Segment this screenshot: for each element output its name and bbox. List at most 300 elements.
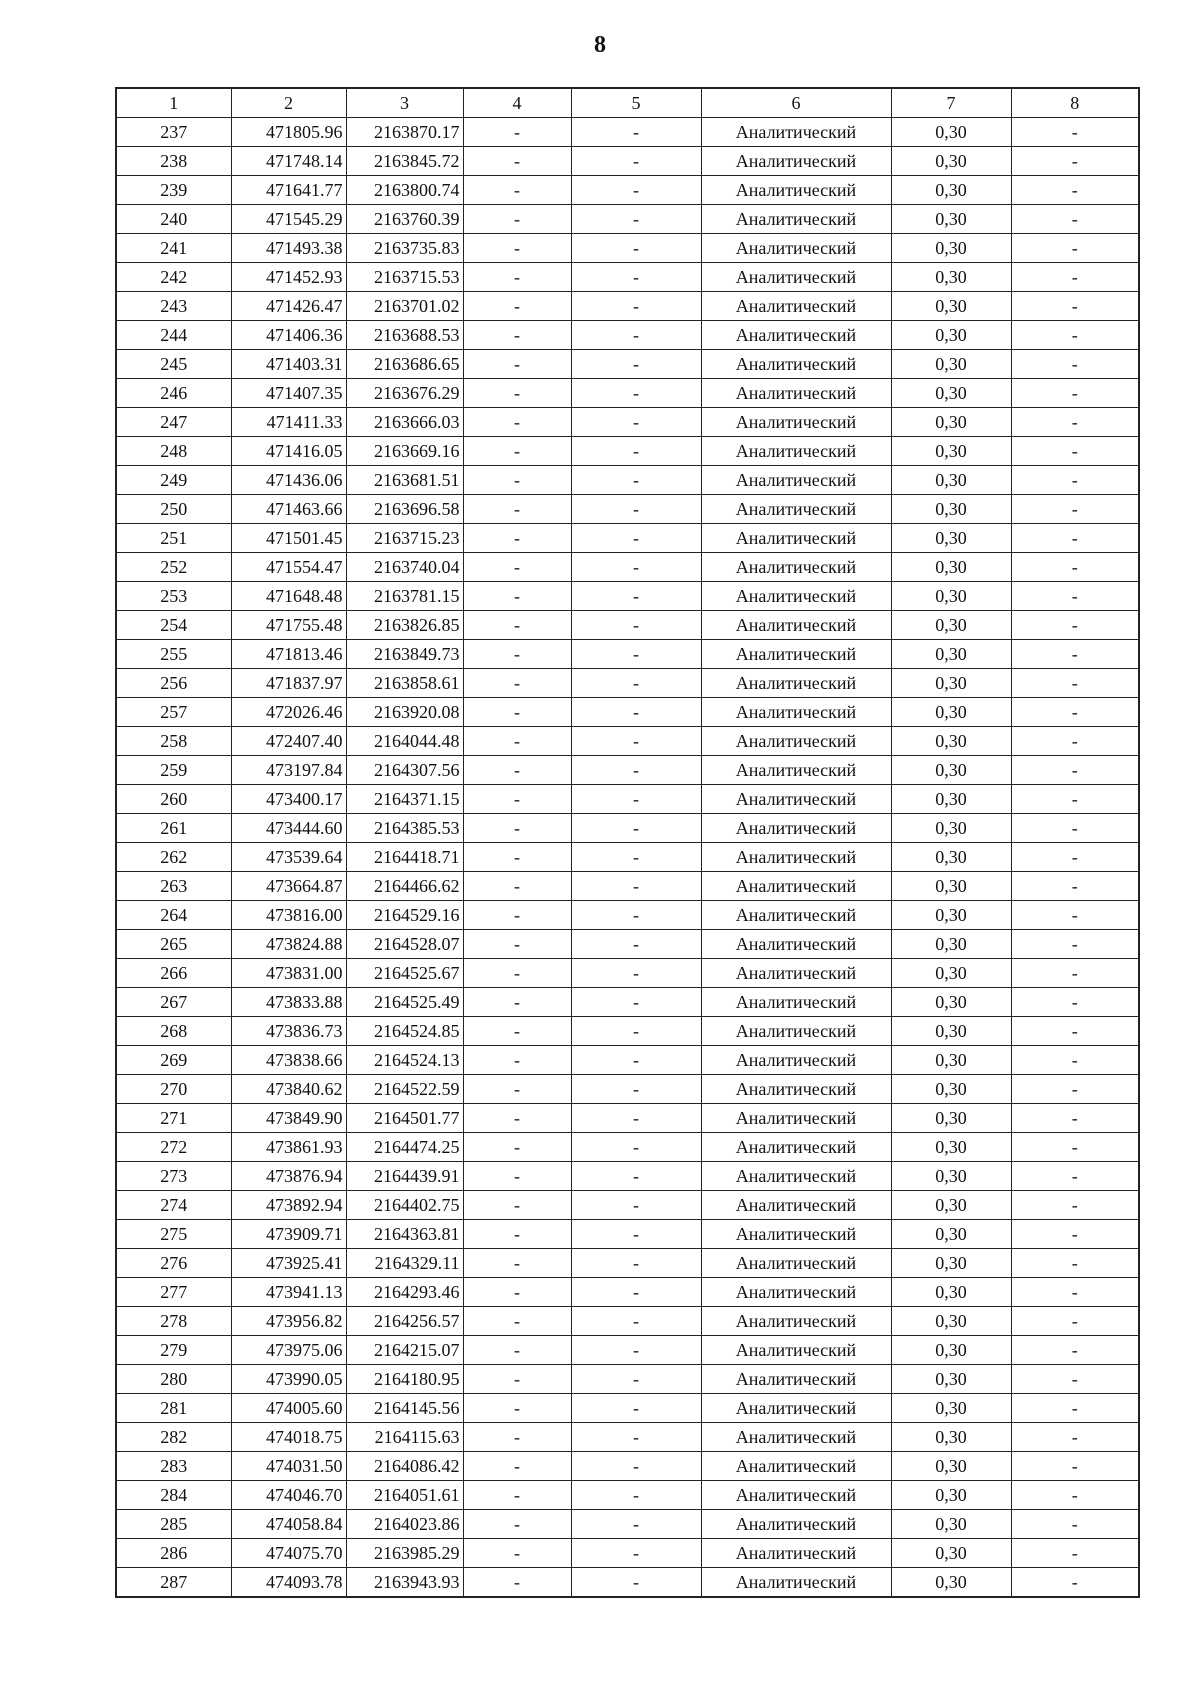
col-8-cell: - bbox=[1011, 814, 1139, 843]
table-row bbox=[116, 1046, 1139, 1075]
col-4-cell: - bbox=[463, 901, 571, 930]
accuracy-cell: 0,30 bbox=[891, 408, 1011, 437]
col-4-cell: - bbox=[463, 785, 571, 814]
col-8-header: 8 bbox=[1011, 88, 1139, 118]
method-cell: Аналитический bbox=[701, 437, 891, 466]
accuracy-cell: 0,30 bbox=[891, 176, 1011, 205]
col-8-cell: - bbox=[1011, 379, 1139, 408]
x-coordinate-cell: 471406.36 bbox=[231, 321, 346, 350]
col-8-cell: - bbox=[1011, 350, 1139, 379]
point-number-cell: 256 bbox=[116, 669, 231, 698]
x-coordinate-cell: 473861.93 bbox=[231, 1133, 346, 1162]
col-5-cell: - bbox=[571, 959, 701, 988]
accuracy-cell: 0,30 bbox=[891, 147, 1011, 176]
table-row bbox=[116, 1104, 1139, 1133]
table-row bbox=[116, 930, 1139, 959]
col-8-cell: - bbox=[1011, 988, 1139, 1017]
col-5-cell: - bbox=[571, 814, 701, 843]
table-row bbox=[116, 1423, 1139, 1452]
col-4-cell: - bbox=[463, 872, 571, 901]
table-row bbox=[116, 408, 1139, 437]
col-4-cell: - bbox=[463, 524, 571, 553]
accuracy-cell: 0,30 bbox=[891, 205, 1011, 234]
col-7-header: 7 bbox=[891, 88, 1011, 118]
point-number-cell: 274 bbox=[116, 1191, 231, 1220]
col-8-cell: - bbox=[1011, 1365, 1139, 1394]
y-coordinate-cell: 2163735.83 bbox=[346, 234, 463, 263]
accuracy-cell: 0,30 bbox=[891, 1539, 1011, 1568]
x-coordinate-cell: 471452.93 bbox=[231, 263, 346, 292]
table-row bbox=[116, 872, 1139, 901]
accuracy-cell: 0,30 bbox=[891, 698, 1011, 727]
table-row bbox=[116, 756, 1139, 785]
x-coordinate-cell: 473941.13 bbox=[231, 1278, 346, 1307]
table-row bbox=[116, 118, 1139, 147]
col-5-cell: - bbox=[571, 234, 701, 263]
y-coordinate-cell: 2164402.75 bbox=[346, 1191, 463, 1220]
table-row bbox=[116, 350, 1139, 379]
col-8-cell: - bbox=[1011, 1568, 1139, 1598]
method-cell: Аналитический bbox=[701, 147, 891, 176]
col-8-cell: - bbox=[1011, 1452, 1139, 1481]
col-4-cell: - bbox=[463, 495, 571, 524]
col-8-cell: - bbox=[1011, 1104, 1139, 1133]
table-row bbox=[116, 1568, 1139, 1598]
col-5-cell: - bbox=[571, 1481, 701, 1510]
col-8-cell: - bbox=[1011, 1191, 1139, 1220]
accuracy-cell: 0,30 bbox=[891, 350, 1011, 379]
table-row bbox=[116, 1191, 1139, 1220]
y-coordinate-cell: 2164115.63 bbox=[346, 1423, 463, 1452]
x-coordinate-cell: 473836.73 bbox=[231, 1017, 346, 1046]
table-row bbox=[116, 901, 1139, 930]
col-4-cell: - bbox=[463, 350, 571, 379]
accuracy-cell: 0,30 bbox=[891, 901, 1011, 930]
y-coordinate-cell: 2163701.02 bbox=[346, 292, 463, 321]
col-8-cell: - bbox=[1011, 1162, 1139, 1191]
method-cell: Аналитический bbox=[701, 466, 891, 495]
x-coordinate-cell: 473664.87 bbox=[231, 872, 346, 901]
col-5-cell: - bbox=[571, 176, 701, 205]
table-row bbox=[116, 1278, 1139, 1307]
point-number-cell: 259 bbox=[116, 756, 231, 785]
col-4-cell: - bbox=[463, 234, 571, 263]
method-cell: Аналитический bbox=[701, 495, 891, 524]
accuracy-cell: 0,30 bbox=[891, 1336, 1011, 1365]
col-4-cell: - bbox=[463, 379, 571, 408]
col-5-cell: - bbox=[571, 1075, 701, 1104]
accuracy-cell: 0,30 bbox=[891, 1191, 1011, 1220]
table-row bbox=[116, 611, 1139, 640]
accuracy-cell: 0,30 bbox=[891, 1046, 1011, 1075]
y-coordinate-cell: 2164439.91 bbox=[346, 1162, 463, 1191]
col-5-cell: - bbox=[571, 727, 701, 756]
method-cell: Аналитический bbox=[701, 756, 891, 785]
method-cell: Аналитический bbox=[701, 553, 891, 582]
accuracy-cell: 0,30 bbox=[891, 1162, 1011, 1191]
table-row bbox=[116, 988, 1139, 1017]
point-number-cell: 272 bbox=[116, 1133, 231, 1162]
col-8-cell: - bbox=[1011, 524, 1139, 553]
table-row bbox=[116, 1510, 1139, 1539]
col-8-cell: - bbox=[1011, 582, 1139, 611]
col-4-cell: - bbox=[463, 1394, 571, 1423]
point-number-cell: 260 bbox=[116, 785, 231, 814]
x-coordinate-cell: 473197.84 bbox=[231, 756, 346, 785]
col-4-cell: - bbox=[463, 611, 571, 640]
method-cell: Аналитический bbox=[701, 1336, 891, 1365]
method-cell: Аналитический bbox=[701, 1568, 891, 1598]
col-8-cell: - bbox=[1011, 1249, 1139, 1278]
y-coordinate-cell: 2163681.51 bbox=[346, 466, 463, 495]
table-row bbox=[116, 785, 1139, 814]
col-5-cell: - bbox=[571, 901, 701, 930]
col-4-cell: - bbox=[463, 408, 571, 437]
col-8-cell: - bbox=[1011, 640, 1139, 669]
table-row bbox=[116, 1017, 1139, 1046]
y-coordinate-cell: 2163740.04 bbox=[346, 553, 463, 582]
accuracy-cell: 0,30 bbox=[891, 640, 1011, 669]
col-4-cell: - bbox=[463, 1133, 571, 1162]
col-8-cell: - bbox=[1011, 495, 1139, 524]
x-coordinate-cell: 473838.66 bbox=[231, 1046, 346, 1075]
point-number-cell: 271 bbox=[116, 1104, 231, 1133]
col-4-cell: - bbox=[463, 1539, 571, 1568]
col-4-cell: - bbox=[463, 437, 571, 466]
col-8-cell: - bbox=[1011, 263, 1139, 292]
col-5-cell: - bbox=[571, 872, 701, 901]
col-5-cell: - bbox=[571, 785, 701, 814]
accuracy-cell: 0,30 bbox=[891, 524, 1011, 553]
y-coordinate-cell: 2164086.42 bbox=[346, 1452, 463, 1481]
table-row bbox=[116, 437, 1139, 466]
col-4-cell: - bbox=[463, 205, 571, 234]
y-coordinate-cell: 2164363.81 bbox=[346, 1220, 463, 1249]
col-3-header: 3 bbox=[346, 88, 463, 118]
col-5-cell: - bbox=[571, 1568, 701, 1598]
accuracy-cell: 0,30 bbox=[891, 1307, 1011, 1336]
col-4-cell: - bbox=[463, 1336, 571, 1365]
col-5-cell: - bbox=[571, 1539, 701, 1568]
table-row bbox=[116, 263, 1139, 292]
y-coordinate-cell: 2164215.07 bbox=[346, 1336, 463, 1365]
y-coordinate-cell: 2164145.56 bbox=[346, 1394, 463, 1423]
point-number-cell: 261 bbox=[116, 814, 231, 843]
col-4-cell: - bbox=[463, 1510, 571, 1539]
point-number-cell: 242 bbox=[116, 263, 231, 292]
method-cell: Аналитический bbox=[701, 1481, 891, 1510]
col-8-cell: - bbox=[1011, 176, 1139, 205]
point-number-cell: 276 bbox=[116, 1249, 231, 1278]
table-row bbox=[116, 1336, 1139, 1365]
x-coordinate-cell: 471648.48 bbox=[231, 582, 346, 611]
accuracy-cell: 0,30 bbox=[891, 611, 1011, 640]
y-coordinate-cell: 2164256.57 bbox=[346, 1307, 463, 1336]
col-8-cell: - bbox=[1011, 1307, 1139, 1336]
accuracy-cell: 0,30 bbox=[891, 1220, 1011, 1249]
x-coordinate-cell: 473990.05 bbox=[231, 1365, 346, 1394]
col-5-cell: - bbox=[571, 1191, 701, 1220]
x-coordinate-cell: 471411.33 bbox=[231, 408, 346, 437]
col-5-cell: - bbox=[571, 669, 701, 698]
x-coordinate-cell: 471501.45 bbox=[231, 524, 346, 553]
x-coordinate-cell: 471837.97 bbox=[231, 669, 346, 698]
accuracy-cell: 0,30 bbox=[891, 1278, 1011, 1307]
method-cell: Аналитический bbox=[701, 814, 891, 843]
x-coordinate-cell: 471748.14 bbox=[231, 147, 346, 176]
method-cell: Аналитический bbox=[701, 1249, 891, 1278]
col-8-cell: - bbox=[1011, 930, 1139, 959]
method-cell: Аналитический bbox=[701, 1046, 891, 1075]
point-number-cell: 279 bbox=[116, 1336, 231, 1365]
col-4-cell: - bbox=[463, 1046, 571, 1075]
table-row bbox=[116, 495, 1139, 524]
table-row bbox=[116, 1307, 1139, 1336]
y-coordinate-cell: 2163943.93 bbox=[346, 1568, 463, 1598]
col-4-cell: - bbox=[463, 669, 571, 698]
accuracy-cell: 0,30 bbox=[891, 1249, 1011, 1278]
x-coordinate-cell: 473876.94 bbox=[231, 1162, 346, 1191]
col-8-cell: - bbox=[1011, 1046, 1139, 1075]
point-number-cell: 244 bbox=[116, 321, 231, 350]
col-4-cell: - bbox=[463, 118, 571, 147]
accuracy-cell: 0,30 bbox=[891, 727, 1011, 756]
method-cell: Аналитический bbox=[701, 1075, 891, 1104]
accuracy-cell: 0,30 bbox=[891, 814, 1011, 843]
method-cell: Аналитический bbox=[701, 611, 891, 640]
accuracy-cell: 0,30 bbox=[891, 1017, 1011, 1046]
x-coordinate-cell: 474075.70 bbox=[231, 1539, 346, 1568]
col-4-cell: - bbox=[463, 1249, 571, 1278]
accuracy-cell: 0,30 bbox=[891, 1365, 1011, 1394]
method-cell: Аналитический bbox=[701, 263, 891, 292]
table-row bbox=[116, 843, 1139, 872]
table-row bbox=[116, 1452, 1139, 1481]
col-8-cell: - bbox=[1011, 785, 1139, 814]
point-number-cell: 273 bbox=[116, 1162, 231, 1191]
col-5-cell: - bbox=[571, 988, 701, 1017]
method-cell: Аналитический bbox=[701, 582, 891, 611]
y-coordinate-cell: 2164418.71 bbox=[346, 843, 463, 872]
col-4-cell: - bbox=[463, 1365, 571, 1394]
col-8-cell: - bbox=[1011, 147, 1139, 176]
accuracy-cell: 0,30 bbox=[891, 466, 1011, 495]
y-coordinate-cell: 2164385.53 bbox=[346, 814, 463, 843]
method-cell: Аналитический bbox=[701, 1510, 891, 1539]
col-8-cell: - bbox=[1011, 118, 1139, 147]
col-4-cell: - bbox=[463, 843, 571, 872]
col-4-cell: - bbox=[463, 1568, 571, 1598]
col-8-cell: - bbox=[1011, 234, 1139, 263]
x-coordinate-cell: 472407.40 bbox=[231, 727, 346, 756]
y-coordinate-cell: 2164474.25 bbox=[346, 1133, 463, 1162]
x-coordinate-cell: 471554.47 bbox=[231, 553, 346, 582]
col-8-cell: - bbox=[1011, 1278, 1139, 1307]
col-5-cell: - bbox=[571, 292, 701, 321]
point-number-cell: 280 bbox=[116, 1365, 231, 1394]
y-coordinate-cell: 2164044.48 bbox=[346, 727, 463, 756]
accuracy-cell: 0,30 bbox=[891, 234, 1011, 263]
x-coordinate-cell: 471755.48 bbox=[231, 611, 346, 640]
x-coordinate-cell: 471407.35 bbox=[231, 379, 346, 408]
method-cell: Аналитический bbox=[701, 1539, 891, 1568]
y-coordinate-cell: 2163781.15 bbox=[346, 582, 463, 611]
accuracy-cell: 0,30 bbox=[891, 495, 1011, 524]
method-cell: Аналитический bbox=[701, 1452, 891, 1481]
table-row bbox=[116, 1133, 1139, 1162]
table-row bbox=[116, 1075, 1139, 1104]
point-number-cell: 281 bbox=[116, 1394, 231, 1423]
accuracy-cell: 0,30 bbox=[891, 553, 1011, 582]
col-4-cell: - bbox=[463, 263, 571, 292]
accuracy-cell: 0,30 bbox=[891, 785, 1011, 814]
accuracy-cell: 0,30 bbox=[891, 1104, 1011, 1133]
point-number-cell: 267 bbox=[116, 988, 231, 1017]
y-coordinate-cell: 2164528.07 bbox=[346, 930, 463, 959]
col-5-cell: - bbox=[571, 1278, 701, 1307]
accuracy-cell: 0,30 bbox=[891, 1510, 1011, 1539]
table-body bbox=[116, 118, 1139, 1598]
point-number-cell: 266 bbox=[116, 959, 231, 988]
col-5-cell: - bbox=[571, 1046, 701, 1075]
col-4-cell: - bbox=[463, 147, 571, 176]
y-coordinate-cell: 2163800.74 bbox=[346, 176, 463, 205]
col-8-cell: - bbox=[1011, 756, 1139, 785]
col-5-cell: - bbox=[571, 843, 701, 872]
point-number-cell: 265 bbox=[116, 930, 231, 959]
col-5-cell: - bbox=[571, 1307, 701, 1336]
point-number-cell: 285 bbox=[116, 1510, 231, 1539]
method-cell: Аналитический bbox=[701, 234, 891, 263]
point-number-cell: 262 bbox=[116, 843, 231, 872]
x-coordinate-cell: 471545.29 bbox=[231, 205, 346, 234]
point-number-cell: 282 bbox=[116, 1423, 231, 1452]
col-4-cell: - bbox=[463, 553, 571, 582]
accuracy-cell: 0,30 bbox=[891, 1394, 1011, 1423]
accuracy-cell: 0,30 bbox=[891, 321, 1011, 350]
point-number-cell: 248 bbox=[116, 437, 231, 466]
accuracy-cell: 0,30 bbox=[891, 582, 1011, 611]
x-coordinate-cell: 473539.64 bbox=[231, 843, 346, 872]
y-coordinate-cell: 2164466.62 bbox=[346, 872, 463, 901]
y-coordinate-cell: 2163760.39 bbox=[346, 205, 463, 234]
point-number-cell: 277 bbox=[116, 1278, 231, 1307]
y-coordinate-cell: 2163920.08 bbox=[346, 698, 463, 727]
y-coordinate-cell: 2164307.56 bbox=[346, 756, 463, 785]
table-header bbox=[116, 88, 1139, 118]
col-8-cell: - bbox=[1011, 611, 1139, 640]
method-cell: Аналитический bbox=[701, 321, 891, 350]
method-cell: Аналитический bbox=[701, 292, 891, 321]
y-coordinate-cell: 2164524.13 bbox=[346, 1046, 463, 1075]
x-coordinate-cell: 473956.82 bbox=[231, 1307, 346, 1336]
col-4-cell: - bbox=[463, 321, 571, 350]
method-cell: Аналитический bbox=[701, 1104, 891, 1133]
col-8-cell: - bbox=[1011, 1075, 1139, 1104]
method-cell: Аналитический bbox=[701, 959, 891, 988]
method-cell: Аналитический bbox=[701, 1365, 891, 1394]
table-row bbox=[116, 1539, 1139, 1568]
point-number-cell: 257 bbox=[116, 698, 231, 727]
col-5-cell: - bbox=[571, 379, 701, 408]
col-4-cell: - bbox=[463, 930, 571, 959]
col-8-cell: - bbox=[1011, 408, 1139, 437]
col-4-cell: - bbox=[463, 1423, 571, 1452]
table-row bbox=[116, 698, 1139, 727]
x-coordinate-cell: 471463.66 bbox=[231, 495, 346, 524]
y-coordinate-cell: 2163688.53 bbox=[346, 321, 463, 350]
accuracy-cell: 0,30 bbox=[891, 872, 1011, 901]
table-row bbox=[116, 582, 1139, 611]
table-row bbox=[116, 1220, 1139, 1249]
col-5-cell: - bbox=[571, 1017, 701, 1046]
table-row bbox=[116, 640, 1139, 669]
table-row bbox=[116, 553, 1139, 582]
col-4-cell: - bbox=[463, 756, 571, 785]
table-row bbox=[116, 959, 1139, 988]
col-5-cell: - bbox=[571, 495, 701, 524]
col-5-cell: - bbox=[571, 437, 701, 466]
y-coordinate-cell: 2163696.58 bbox=[346, 495, 463, 524]
col-5-cell: - bbox=[571, 350, 701, 379]
method-cell: Аналитический bbox=[701, 1394, 891, 1423]
col-4-cell: - bbox=[463, 1220, 571, 1249]
accuracy-cell: 0,30 bbox=[891, 437, 1011, 466]
point-number-cell: 243 bbox=[116, 292, 231, 321]
accuracy-cell: 0,30 bbox=[891, 1133, 1011, 1162]
col-5-cell: - bbox=[571, 263, 701, 292]
x-coordinate-cell: 473816.00 bbox=[231, 901, 346, 930]
coordinates-table bbox=[115, 87, 1140, 1598]
method-cell: Аналитический bbox=[701, 1162, 891, 1191]
col-4-cell: - bbox=[463, 582, 571, 611]
table-row bbox=[116, 727, 1139, 756]
accuracy-cell: 0,30 bbox=[891, 292, 1011, 321]
x-coordinate-cell: 473925.41 bbox=[231, 1249, 346, 1278]
col-4-cell: - bbox=[463, 1075, 571, 1104]
table-row bbox=[116, 321, 1139, 350]
table-row bbox=[116, 176, 1139, 205]
x-coordinate-cell: 471416.05 bbox=[231, 437, 346, 466]
x-coordinate-cell: 473909.71 bbox=[231, 1220, 346, 1249]
col-8-cell: - bbox=[1011, 1481, 1139, 1510]
y-coordinate-cell: 2164525.49 bbox=[346, 988, 463, 1017]
method-cell: Аналитический bbox=[701, 379, 891, 408]
x-coordinate-cell: 474018.75 bbox=[231, 1423, 346, 1452]
method-cell: Аналитический bbox=[701, 1017, 891, 1046]
point-number-cell: 255 bbox=[116, 640, 231, 669]
x-coordinate-cell: 474031.50 bbox=[231, 1452, 346, 1481]
method-cell: Аналитический bbox=[701, 1191, 891, 1220]
accuracy-cell: 0,30 bbox=[891, 756, 1011, 785]
method-cell: Аналитический bbox=[701, 930, 891, 959]
col-1-header: 1 bbox=[116, 88, 231, 118]
col-8-cell: - bbox=[1011, 205, 1139, 234]
col-8-cell: - bbox=[1011, 901, 1139, 930]
col-6-header: 6 bbox=[701, 88, 891, 118]
col-4-cell: - bbox=[463, 640, 571, 669]
table-row bbox=[116, 466, 1139, 495]
method-cell: Аналитический bbox=[701, 785, 891, 814]
col-5-cell: - bbox=[571, 756, 701, 785]
x-coordinate-cell: 474046.70 bbox=[231, 1481, 346, 1510]
col-5-cell: - bbox=[571, 698, 701, 727]
col-4-cell: - bbox=[463, 988, 571, 1017]
col-5-cell: - bbox=[571, 1336, 701, 1365]
table-row bbox=[116, 669, 1139, 698]
y-coordinate-cell: 2164051.61 bbox=[346, 1481, 463, 1510]
y-coordinate-cell: 2164501.77 bbox=[346, 1104, 463, 1133]
